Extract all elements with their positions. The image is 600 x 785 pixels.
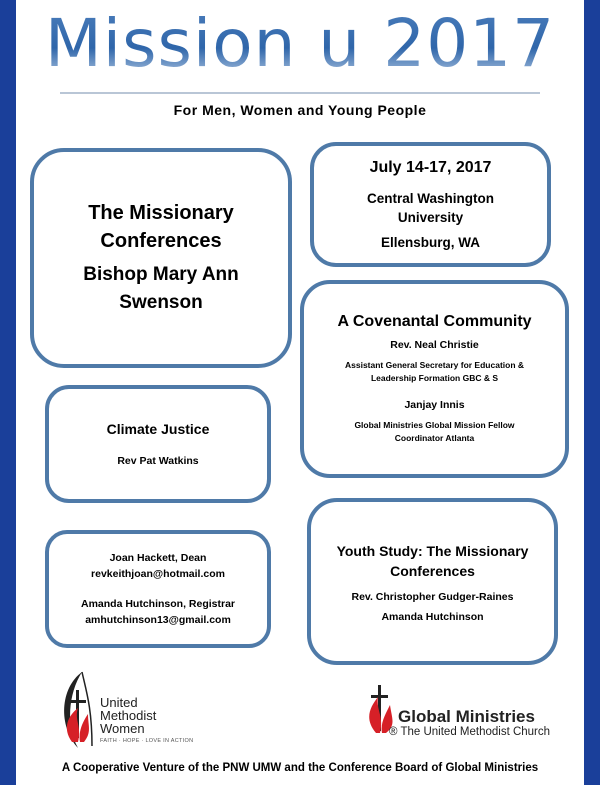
page-subtitle: For Men, Women and Young People (173, 102, 427, 118)
covenantal-speaker1-role-line2: Leadership Formation GBC & S (370, 373, 499, 383)
footer-text: A Cooperative Venture of the PNW UMW and the Conference Board of Global Ministries (61, 762, 539, 774)
missionary-title-line2: Conferences (100, 230, 222, 252)
covenantal-speaker2: Janjay Innis (404, 399, 465, 411)
umw-line1: United (100, 695, 138, 710)
missionary-title-line1: The Missionary (88, 202, 234, 224)
event-venue-line2: University (397, 210, 464, 225)
covenantal-speaker1-role-line1: Assistant General Secretary for Education & (344, 360, 525, 370)
climate-speaker: Rev Pat Watkins (117, 455, 199, 467)
youth-speaker2: Amanda Hutchinson (381, 610, 484, 623)
event-date: July 14-17, 2017 (369, 159, 492, 176)
missionary-conferences-box (30, 148, 292, 368)
registrar-email: amhutchinson13@gmail.com (85, 614, 231, 626)
covenantal-speaker2-role (354, 419, 514, 445)
youth-speaker1: Rev. Christopher Gudger-Raines (351, 590, 514, 603)
contacts-box (45, 530, 271, 648)
covenantal-community-box (300, 280, 569, 478)
umw-wordmark (100, 696, 156, 735)
event-venue-line1: Central Washington (367, 191, 494, 206)
umw-line2: Methodist (100, 708, 157, 723)
dean-name: Joan Hackett, Dean (109, 552, 207, 564)
global-ministries-subtitle: ® The United Methodist Church (389, 726, 551, 738)
climate-title: Climate Justice (106, 421, 210, 437)
umw-tagline: FAITH · HOPE · LOVE IN ACTION (100, 738, 194, 744)
missionary-speaker-line2: Swenson (119, 292, 203, 313)
event-city: Ellensburg, WA (380, 235, 480, 250)
missionary-speaker-line1: Bishop Mary Ann (83, 264, 239, 285)
title-divider (60, 92, 540, 94)
youth-title-line2: Conferences (390, 562, 475, 579)
page-title: Mission u 2017 (0, 4, 600, 84)
youth-title-line1: Youth Study: The Missionary (336, 542, 529, 559)
covenantal-speaker1-role (345, 359, 524, 385)
youth-title (337, 541, 529, 581)
global-ministries-name: Global Ministries (398, 707, 535, 726)
registrar-name: Amanda Hutchinson, Registrar (80, 598, 236, 610)
climate-justice-box (45, 385, 271, 503)
covenantal-speaker1: Rev. Neal Christie (390, 339, 479, 351)
covenantal-speaker2-role-line2: Coordinator Atlanta (394, 433, 475, 443)
event-date-box (310, 142, 551, 267)
covenantal-title: A Covenantal Community (337, 313, 532, 330)
youth-study-box (307, 498, 558, 665)
covenantal-speaker2-role-line1: Global Ministries Global Mission Fellow (354, 420, 515, 430)
dean-email: revkeithjoan@hotmail.com (91, 568, 225, 580)
umw-line3: Women (100, 721, 145, 736)
